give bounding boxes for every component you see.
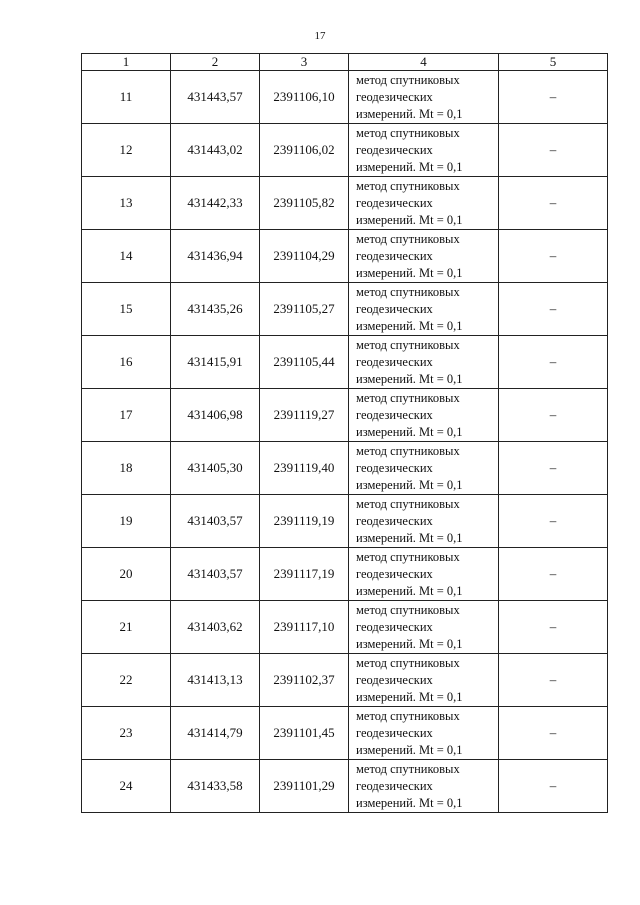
point-number-cell: 20 [82,548,171,601]
y-coordinate-cell: 2391101,29 [260,760,349,813]
note-cell: – [499,71,608,124]
method-cell [349,760,499,813]
x-coordinate-cell: 431406,98 [171,389,260,442]
note-cell: – [499,707,608,760]
y-coordinate-cell: 2391105,44 [260,336,349,389]
column-header-4: 4 [349,54,499,71]
y-coordinate-cell: 2391117,10 [260,601,349,654]
x-coordinate-cell: 431415,91 [171,336,260,389]
table-row [82,548,608,601]
x-coordinate-cell: 431413,13 [171,654,260,707]
method-text: метод спутниковых геодезических измерений. Mt = 0,1 [356,337,463,386]
method-text: метод спутниковых геодезических измерений. Mt = 0,1 [356,125,463,174]
point-number-cell: 22 [82,654,171,707]
table-row [82,495,608,548]
y-coordinate-cell: 2391119,19 [260,495,349,548]
column-header-1: 1 [82,54,171,71]
y-coordinate-cell: 2391117,19 [260,548,349,601]
note-cell: – [499,124,608,177]
table-row [82,601,608,654]
note-cell: – [499,442,608,495]
point-number-cell: 18 [82,442,171,495]
point-number-cell: 11 [82,71,171,124]
table-row [82,760,608,813]
x-coordinate-cell: 431403,57 [171,495,260,548]
point-number-cell: 23 [82,707,171,760]
y-coordinate-cell: 2391105,27 [260,283,349,336]
method-cell [349,601,499,654]
method-cell [349,442,499,495]
x-coordinate-cell: 431403,57 [171,548,260,601]
x-coordinate-cell: 431435,26 [171,283,260,336]
note-cell: – [499,177,608,230]
table-body [82,71,608,813]
coordinates-table [81,53,608,813]
note-cell: – [499,760,608,813]
table-row [82,283,608,336]
method-cell [349,654,499,707]
note-cell: – [499,654,608,707]
note-cell: – [499,230,608,283]
point-number-cell: 16 [82,336,171,389]
table-row [82,230,608,283]
y-coordinate-cell: 2391106,02 [260,124,349,177]
x-coordinate-cell: 431442,33 [171,177,260,230]
table-row [82,177,608,230]
point-number-cell: 13 [82,177,171,230]
method-text: метод спутниковых геодезических измерений. Mt = 0,1 [356,708,463,757]
point-number-cell: 12 [82,124,171,177]
method-cell [349,336,499,389]
method-text: метод спутниковых геодезических измерений. Mt = 0,1 [356,72,463,121]
point-number-cell: 24 [82,760,171,813]
table-row [82,442,608,495]
table-row [82,707,608,760]
point-number-cell: 17 [82,389,171,442]
method-text: метод спутниковых геодезических измерений. Mt = 0,1 [356,443,463,492]
method-cell [349,548,499,601]
y-coordinate-cell: 2391101,45 [260,707,349,760]
method-cell [349,71,499,124]
method-cell [349,283,499,336]
method-cell [349,230,499,283]
method-text: метод спутниковых геодезических измерений. Mt = 0,1 [356,602,463,651]
method-text: метод спутниковых геодезических измерений. Mt = 0,1 [356,761,463,810]
column-header-3: 3 [260,54,349,71]
point-number-cell: 14 [82,230,171,283]
x-coordinate-cell: 431405,30 [171,442,260,495]
method-text: метод спутниковых геодезических измерений. Mt = 0,1 [356,549,463,598]
note-cell: – [499,336,608,389]
method-text: метод спутниковых геодезических измерений. Mt = 0,1 [356,496,463,545]
x-coordinate-cell: 431403,62 [171,601,260,654]
method-cell [349,124,499,177]
note-cell: – [499,495,608,548]
table-header-row [82,54,608,71]
method-text: метод спутниковых геодезических измерений. Mt = 0,1 [356,655,463,704]
x-coordinate-cell: 431443,57 [171,71,260,124]
point-number-cell: 19 [82,495,171,548]
y-coordinate-cell: 2391106,10 [260,71,349,124]
method-text: метод спутниковых геодезических измерений. Mt = 0,1 [356,390,463,439]
y-coordinate-cell: 2391119,27 [260,389,349,442]
table-row [82,124,608,177]
method-cell [349,495,499,548]
x-coordinate-cell: 431443,02 [171,124,260,177]
method-cell [349,707,499,760]
x-coordinate-cell: 431433,58 [171,760,260,813]
method-text: метод спутниковых геодезических измерений. Mt = 0,1 [356,178,463,227]
y-coordinate-cell: 2391104,29 [260,230,349,283]
note-cell: – [499,601,608,654]
table-row [82,654,608,707]
page-number: 17 [314,30,326,42]
note-cell: – [499,283,608,336]
method-text: метод спутниковых геодезических измерений. Mt = 0,1 [356,284,463,333]
note-cell: – [499,389,608,442]
method-text: метод спутниковых геодезических измерений. Mt = 0,1 [356,231,463,280]
note-cell: – [499,548,608,601]
x-coordinate-cell: 431414,79 [171,707,260,760]
column-header-5: 5 [499,54,608,71]
x-coordinate-cell: 431436,94 [171,230,260,283]
table-row [82,71,608,124]
point-number-cell: 15 [82,283,171,336]
table-row [82,389,608,442]
method-cell [349,177,499,230]
point-number-cell: 21 [82,601,171,654]
table-row [82,336,608,389]
y-coordinate-cell: 2391119,40 [260,442,349,495]
column-header-2: 2 [171,54,260,71]
method-cell [349,389,499,442]
y-coordinate-cell: 2391102,37 [260,654,349,707]
y-coordinate-cell: 2391105,82 [260,177,349,230]
